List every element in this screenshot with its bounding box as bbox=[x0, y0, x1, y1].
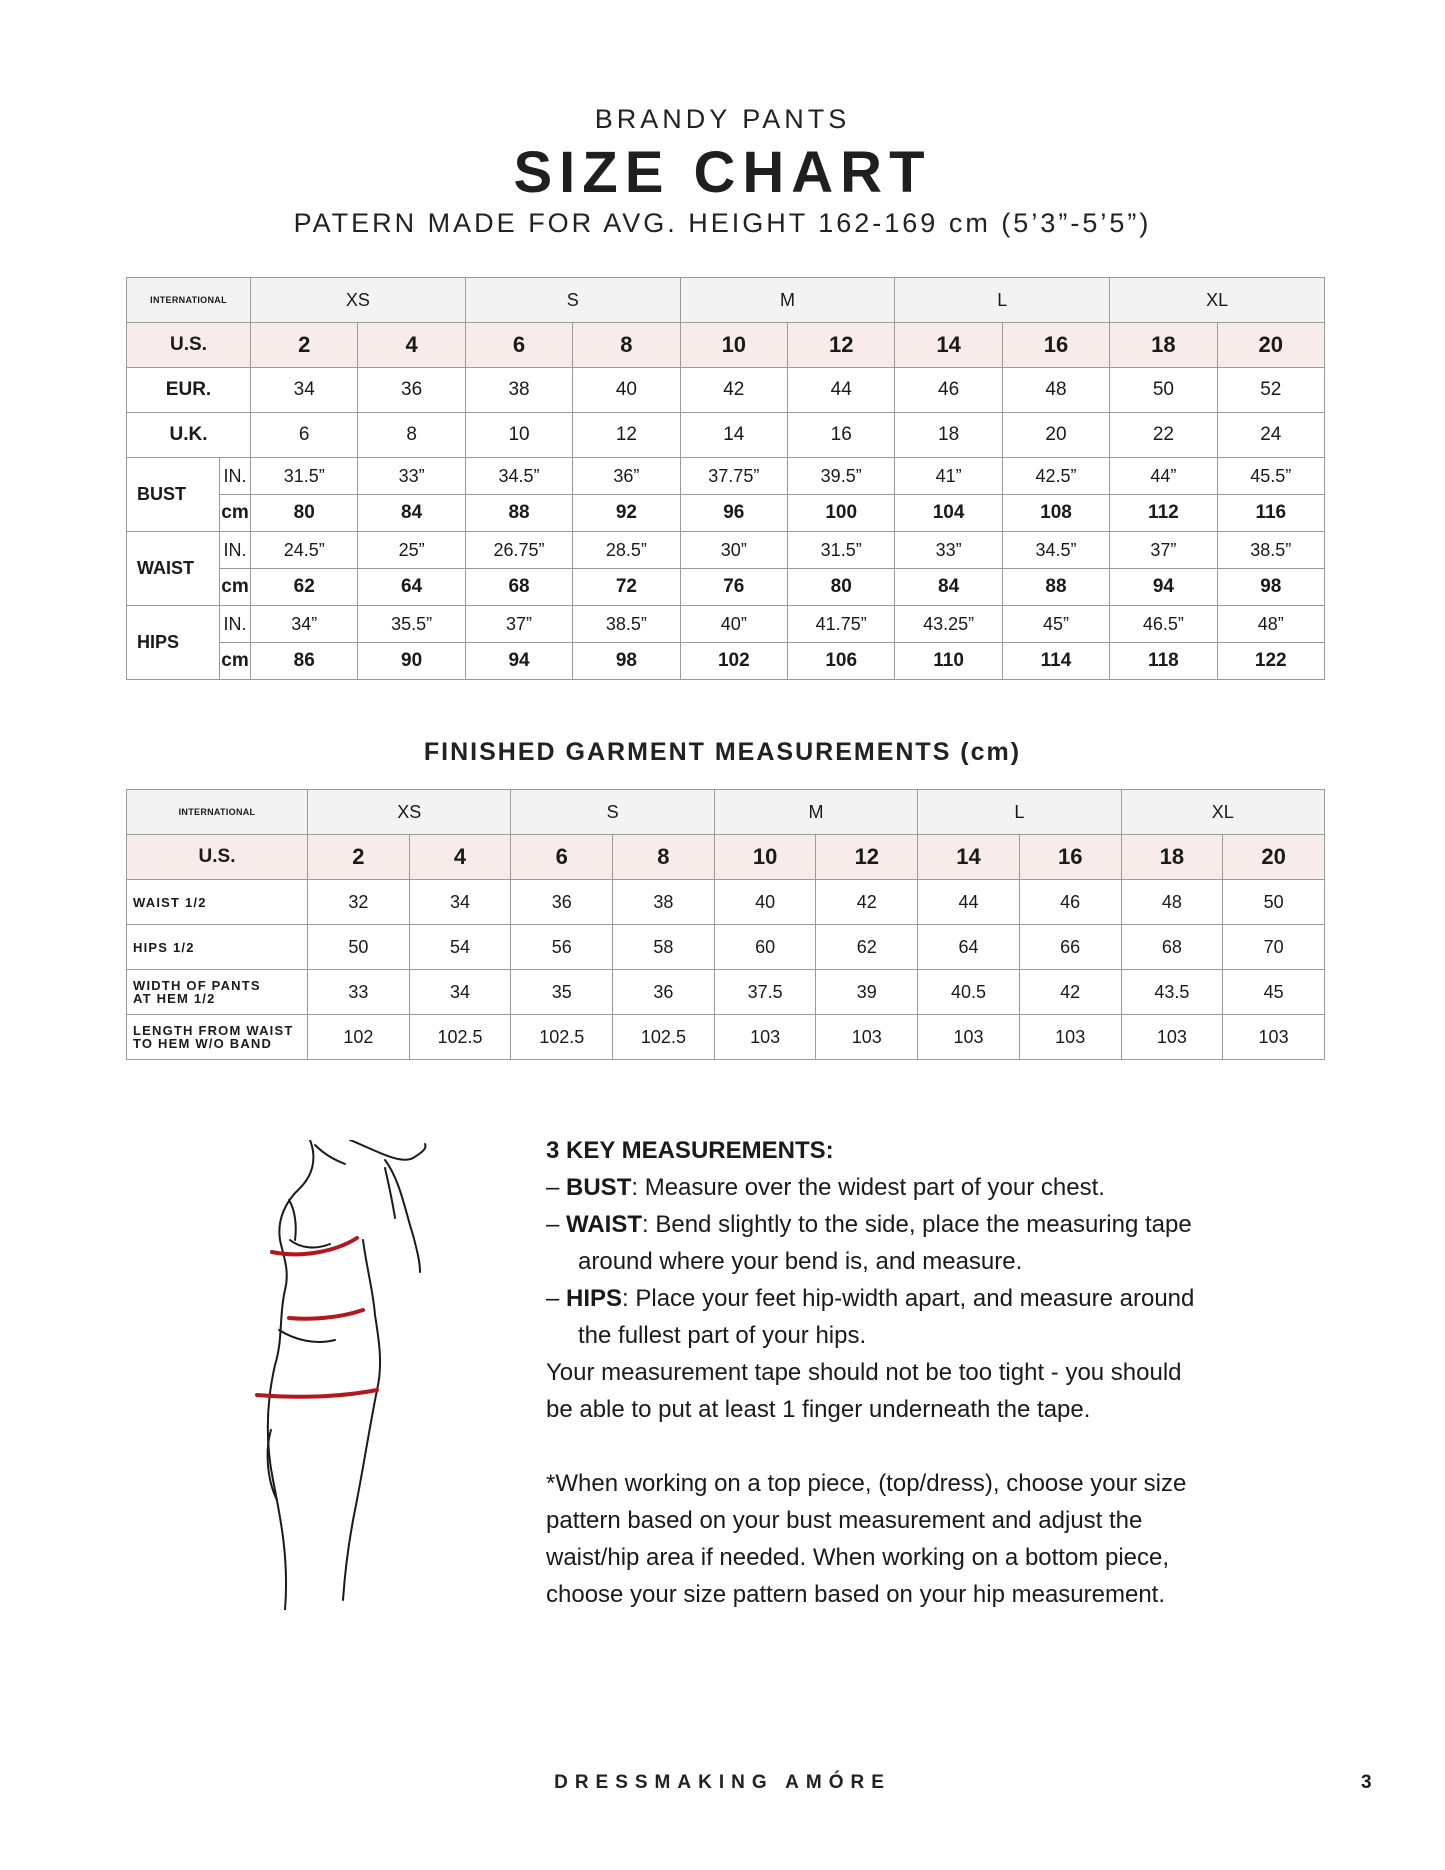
waist-instruction: – WAIST: Bend slightly to the side, place the measuring tape bbox=[546, 1211, 1192, 1238]
unit-cm-label: cm bbox=[220, 643, 251, 680]
waist-half-label: WAIST 1/2 bbox=[127, 880, 308, 925]
value-cell: 40 bbox=[714, 880, 816, 925]
value-cell: 36” bbox=[573, 458, 680, 495]
intl-size-cell: XS bbox=[251, 278, 466, 323]
value-cell: 64 bbox=[918, 925, 1020, 970]
value-cell: 24 bbox=[1217, 413, 1324, 458]
value-cell: 34.5” bbox=[465, 458, 572, 495]
intl-size-cell: XL bbox=[1110, 278, 1325, 323]
value-cell: 20 bbox=[1223, 835, 1325, 880]
tip-line-4: choose your size pattern based on your hip measurement. bbox=[546, 1581, 1166, 1608]
intl-size-cell: L bbox=[918, 790, 1121, 835]
bust-in-row bbox=[127, 458, 1325, 495]
value-cell: 16 bbox=[788, 413, 895, 458]
value-cell: 37” bbox=[1110, 532, 1217, 569]
hem-width-row bbox=[127, 970, 1325, 1015]
value-cell: 14 bbox=[680, 413, 787, 458]
value-cell: 4 bbox=[409, 835, 511, 880]
value-cell: 28.5” bbox=[573, 532, 680, 569]
value-cell: 41” bbox=[895, 458, 1002, 495]
garment-measurements-table bbox=[126, 789, 1325, 1060]
value-cell: 50 bbox=[1223, 880, 1325, 925]
page-title: SIZE CHART bbox=[513, 140, 932, 205]
international-label: INTERNATIONAL bbox=[127, 790, 308, 835]
brand-footer: DRESSMAKING AMÓRE bbox=[554, 1772, 891, 1793]
value-cell: 36 bbox=[613, 970, 715, 1015]
hips-half-label: HIPS 1/2 bbox=[127, 925, 308, 970]
value-cell: 36 bbox=[511, 880, 613, 925]
value-cell: 16 bbox=[1019, 835, 1121, 880]
tip-line-3: waist/hip area if needed. When working on a bottom piece, bbox=[546, 1544, 1170, 1571]
intl-size-cell: S bbox=[465, 278, 680, 323]
value-cell: 8 bbox=[573, 323, 680, 368]
hem-width-label-line-2: AT HEM 1/2 bbox=[133, 991, 216, 1006]
value-cell: 31.5” bbox=[788, 532, 895, 569]
us-size-row bbox=[127, 835, 1325, 880]
bust-text: : Measure over the widest part of your chest. bbox=[631, 1174, 1105, 1201]
value-cell: 18 bbox=[895, 413, 1002, 458]
value-cell: 37” bbox=[465, 606, 572, 643]
value-cell: 26.75” bbox=[465, 532, 572, 569]
value-cell: 118 bbox=[1110, 643, 1217, 680]
value-cell: 6 bbox=[465, 323, 572, 368]
value-cell: 94 bbox=[1110, 569, 1217, 606]
size-chart-table bbox=[126, 277, 1325, 680]
length-row bbox=[127, 1015, 1325, 1060]
value-cell: 36 bbox=[358, 368, 465, 413]
value-cell: 103 bbox=[1019, 1015, 1121, 1060]
value-cell: 38 bbox=[613, 880, 715, 925]
value-cell: 92 bbox=[573, 495, 680, 532]
intl-size-cell: XS bbox=[308, 790, 511, 835]
value-cell: 34” bbox=[251, 606, 358, 643]
value-cell: 44” bbox=[1110, 458, 1217, 495]
us-size-row bbox=[127, 323, 1325, 368]
value-cell: 2 bbox=[308, 835, 410, 880]
value-cell: 30” bbox=[680, 532, 787, 569]
value-cell: 70 bbox=[1223, 925, 1325, 970]
value-cell: 10 bbox=[465, 413, 572, 458]
tip-line-1: *When working on a top piece, (top/dress), choose your size bbox=[546, 1470, 1187, 1497]
value-cell: 37.75” bbox=[680, 458, 787, 495]
hem-width-label-line-1: WIDTH OF PANTS bbox=[133, 978, 261, 993]
international-label: INTERNATIONAL bbox=[127, 278, 251, 323]
measurement-instructions bbox=[546, 1132, 1246, 1613]
value-cell: 100 bbox=[788, 495, 895, 532]
bust-key: BUST bbox=[566, 1174, 632, 1201]
value-cell: 102 bbox=[680, 643, 787, 680]
value-cell: 72 bbox=[573, 569, 680, 606]
hips-half-row bbox=[127, 925, 1325, 970]
value-cell: 33 bbox=[308, 970, 410, 1015]
value-cell: 84 bbox=[358, 495, 465, 532]
hips-cm-row bbox=[127, 643, 1325, 680]
value-cell: 46.5” bbox=[1110, 606, 1217, 643]
value-cell: 34 bbox=[409, 880, 511, 925]
value-cell: 98 bbox=[1217, 569, 1324, 606]
intl-size-cell: M bbox=[680, 278, 895, 323]
tape-note-line-1: Your measurement tape should not be too tight - you should bbox=[546, 1359, 1182, 1386]
value-cell: 34 bbox=[409, 970, 511, 1015]
value-cell: 62 bbox=[251, 569, 358, 606]
value-cell: 12 bbox=[573, 413, 680, 458]
value-cell: 48” bbox=[1217, 606, 1324, 643]
value-cell: 33” bbox=[358, 458, 465, 495]
body-outline-icon bbox=[268, 1140, 426, 1610]
value-cell: 6 bbox=[251, 413, 358, 458]
value-cell: 12 bbox=[788, 323, 895, 368]
spacer bbox=[546, 1428, 1246, 1465]
value-cell: 103 bbox=[1223, 1015, 1325, 1060]
value-cell: 90 bbox=[358, 643, 465, 680]
value-cell: 102 bbox=[308, 1015, 410, 1060]
value-cell: 20 bbox=[1217, 323, 1324, 368]
value-cell: 114 bbox=[1002, 643, 1109, 680]
value-cell: 58 bbox=[613, 925, 715, 970]
value-cell: 103 bbox=[918, 1015, 1020, 1060]
international-row bbox=[127, 790, 1325, 835]
hips-in-row bbox=[127, 606, 1325, 643]
length-label-line-2: TO HEM W/O BAND bbox=[133, 1036, 273, 1051]
length-label-line-1: LENGTH FROM WAIST bbox=[133, 1023, 294, 1038]
value-cell: 18 bbox=[1121, 835, 1223, 880]
tip-line-2: pattern based on your bust measurement and adjust the bbox=[546, 1507, 1143, 1534]
value-cell: 39 bbox=[816, 970, 918, 1015]
waist-label: WAIST bbox=[127, 532, 220, 606]
value-cell: 80 bbox=[251, 495, 358, 532]
value-cell: 35.5” bbox=[358, 606, 465, 643]
bust-label: BUST bbox=[127, 458, 220, 532]
value-cell: 38 bbox=[465, 368, 572, 413]
value-cell: 25” bbox=[358, 532, 465, 569]
eur-size-row bbox=[127, 368, 1325, 413]
value-cell: 35 bbox=[511, 970, 613, 1015]
value-cell: 24.5” bbox=[251, 532, 358, 569]
value-cell: 66 bbox=[1019, 925, 1121, 970]
value-cell: 42 bbox=[1019, 970, 1121, 1015]
page-header bbox=[0, 104, 1445, 239]
intl-size-cell: M bbox=[714, 790, 917, 835]
value-cell: 46 bbox=[1019, 880, 1121, 925]
value-cell: 96 bbox=[680, 495, 787, 532]
value-cell: 102.5 bbox=[613, 1015, 715, 1060]
value-cell: 86 bbox=[251, 643, 358, 680]
intl-size-cell: L bbox=[895, 278, 1110, 323]
hips-label: HIPS bbox=[127, 606, 220, 680]
value-cell: 102.5 bbox=[511, 1015, 613, 1060]
unit-cm-label: cm bbox=[220, 495, 251, 532]
unit-in-label: IN. bbox=[220, 532, 251, 569]
value-cell: 4 bbox=[358, 323, 465, 368]
value-cell: 45” bbox=[1002, 606, 1109, 643]
hips-instruction: – HIPS: Place your feet hip-width apart, and measure around bbox=[546, 1285, 1195, 1312]
value-cell: 32 bbox=[308, 880, 410, 925]
value-cell: 40.5 bbox=[918, 970, 1020, 1015]
value-cell: 44 bbox=[788, 368, 895, 413]
bust-tape bbox=[272, 1238, 357, 1254]
value-cell: 103 bbox=[1121, 1015, 1223, 1060]
value-cell: 42 bbox=[680, 368, 787, 413]
length-label bbox=[127, 1015, 308, 1060]
value-cell: 108 bbox=[1002, 495, 1109, 532]
value-cell: 122 bbox=[1217, 643, 1324, 680]
hem-width-label bbox=[127, 970, 308, 1015]
value-cell: 103 bbox=[714, 1015, 816, 1060]
value-cell: 80 bbox=[788, 569, 895, 606]
value-cell: 31.5” bbox=[251, 458, 358, 495]
pattern-name: BRANDY PANTS bbox=[594, 104, 851, 134]
waist-instruction-cont: around where your bend is, and measure. bbox=[578, 1248, 1023, 1275]
value-cell: 39.5” bbox=[788, 458, 895, 495]
value-cell: 8 bbox=[613, 835, 715, 880]
waist-tape bbox=[289, 1310, 363, 1319]
value-cell: 12 bbox=[816, 835, 918, 880]
value-cell: 52 bbox=[1217, 368, 1324, 413]
value-cell: 88 bbox=[465, 495, 572, 532]
value-cell: 8 bbox=[358, 413, 465, 458]
value-cell: 22 bbox=[1110, 413, 1217, 458]
value-cell: 64 bbox=[358, 569, 465, 606]
eur-label: EUR. bbox=[127, 368, 251, 413]
waist-text: : Bend slightly to the side, place the measuring tape bbox=[642, 1211, 1192, 1238]
international-row bbox=[127, 278, 1325, 323]
value-cell: 38.5” bbox=[1217, 532, 1324, 569]
value-cell: 38.5” bbox=[573, 606, 680, 643]
value-cell: 68 bbox=[1121, 925, 1223, 970]
value-cell: 50 bbox=[1110, 368, 1217, 413]
body-measurement-illustration bbox=[255, 1140, 455, 1610]
value-cell: 48 bbox=[1121, 880, 1223, 925]
value-cell: 76 bbox=[680, 569, 787, 606]
us-label: U.S. bbox=[127, 835, 308, 880]
value-cell: 48 bbox=[1002, 368, 1109, 413]
value-cell: 43.25” bbox=[895, 606, 1002, 643]
bust-instruction: – BUST: Measure over the widest part of your chest. bbox=[546, 1174, 1105, 1201]
tape-note-line-2: be able to put at least 1 finger underneath the tape. bbox=[546, 1396, 1091, 1423]
value-cell: 44 bbox=[918, 880, 1020, 925]
value-cell: 84 bbox=[895, 569, 1002, 606]
measuring-tape-icon bbox=[257, 1238, 377, 1397]
waist-cm-row bbox=[127, 569, 1325, 606]
value-cell: 98 bbox=[573, 643, 680, 680]
value-cell: 18 bbox=[1110, 323, 1217, 368]
value-cell: 37.5 bbox=[714, 970, 816, 1015]
value-cell: 45.5” bbox=[1217, 458, 1324, 495]
value-cell: 16 bbox=[1002, 323, 1109, 368]
value-cell: 112 bbox=[1110, 495, 1217, 532]
value-cell: 116 bbox=[1217, 495, 1324, 532]
us-label: U.S. bbox=[127, 323, 251, 368]
bust-cm-row bbox=[127, 495, 1325, 532]
hips-text: : Place your feet hip-width apart, and measure around bbox=[622, 1285, 1195, 1312]
intl-size-cell: XL bbox=[1121, 790, 1324, 835]
value-cell: 45 bbox=[1223, 970, 1325, 1015]
value-cell: 88 bbox=[1002, 569, 1109, 606]
value-cell: 33” bbox=[895, 532, 1002, 569]
value-cell: 42.5” bbox=[1002, 458, 1109, 495]
hips-tape bbox=[257, 1390, 377, 1397]
value-cell: 56 bbox=[511, 925, 613, 970]
value-cell: 110 bbox=[895, 643, 1002, 680]
value-cell: 14 bbox=[895, 323, 1002, 368]
value-cell: 10 bbox=[680, 323, 787, 368]
value-cell: 34 bbox=[251, 368, 358, 413]
value-cell: 62 bbox=[816, 925, 918, 970]
value-cell: 68 bbox=[465, 569, 572, 606]
unit-cm-label: cm bbox=[220, 569, 251, 606]
value-cell: 6 bbox=[511, 835, 613, 880]
value-cell: 10 bbox=[714, 835, 816, 880]
value-cell: 104 bbox=[895, 495, 1002, 532]
value-cell: 43.5 bbox=[1121, 970, 1223, 1015]
uk-label: U.K. bbox=[127, 413, 251, 458]
intl-size-cell: S bbox=[511, 790, 714, 835]
value-cell: 2 bbox=[251, 323, 358, 368]
unit-in-label: IN. bbox=[220, 458, 251, 495]
value-cell: 54 bbox=[409, 925, 511, 970]
value-cell: 46 bbox=[895, 368, 1002, 413]
value-cell: 106 bbox=[788, 643, 895, 680]
waist-key: WAIST bbox=[566, 1211, 643, 1238]
value-cell: 103 bbox=[816, 1015, 918, 1060]
height-note: PATERN MADE FOR AVG. HEIGHT 162-169 cm (5’3”-5’5”) bbox=[293, 208, 1152, 238]
waist-in-row bbox=[127, 532, 1325, 569]
hips-key: HIPS bbox=[566, 1285, 623, 1312]
waist-half-row bbox=[127, 880, 1325, 925]
value-cell: 20 bbox=[1002, 413, 1109, 458]
value-cell: 94 bbox=[465, 643, 572, 680]
value-cell: 40” bbox=[680, 606, 787, 643]
value-cell: 42 bbox=[816, 880, 918, 925]
value-cell: 41.75” bbox=[788, 606, 895, 643]
unit-in-label: IN. bbox=[220, 606, 251, 643]
value-cell: 34.5” bbox=[1002, 532, 1109, 569]
hips-instruction-cont: the fullest part of your hips. bbox=[578, 1322, 867, 1349]
value-cell: 14 bbox=[918, 835, 1020, 880]
key-measurements-heading: 3 KEY MEASUREMENTS: bbox=[546, 1137, 834, 1164]
garment-section-title: FINISHED GARMENT MEASUREMENTS (cm) bbox=[423, 738, 1022, 766]
value-cell: 102.5 bbox=[409, 1015, 511, 1060]
value-cell: 60 bbox=[714, 925, 816, 970]
value-cell: 50 bbox=[308, 925, 410, 970]
value-cell: 40 bbox=[573, 368, 680, 413]
page-number: 3 bbox=[1361, 1772, 1372, 1793]
uk-size-row bbox=[127, 413, 1325, 458]
